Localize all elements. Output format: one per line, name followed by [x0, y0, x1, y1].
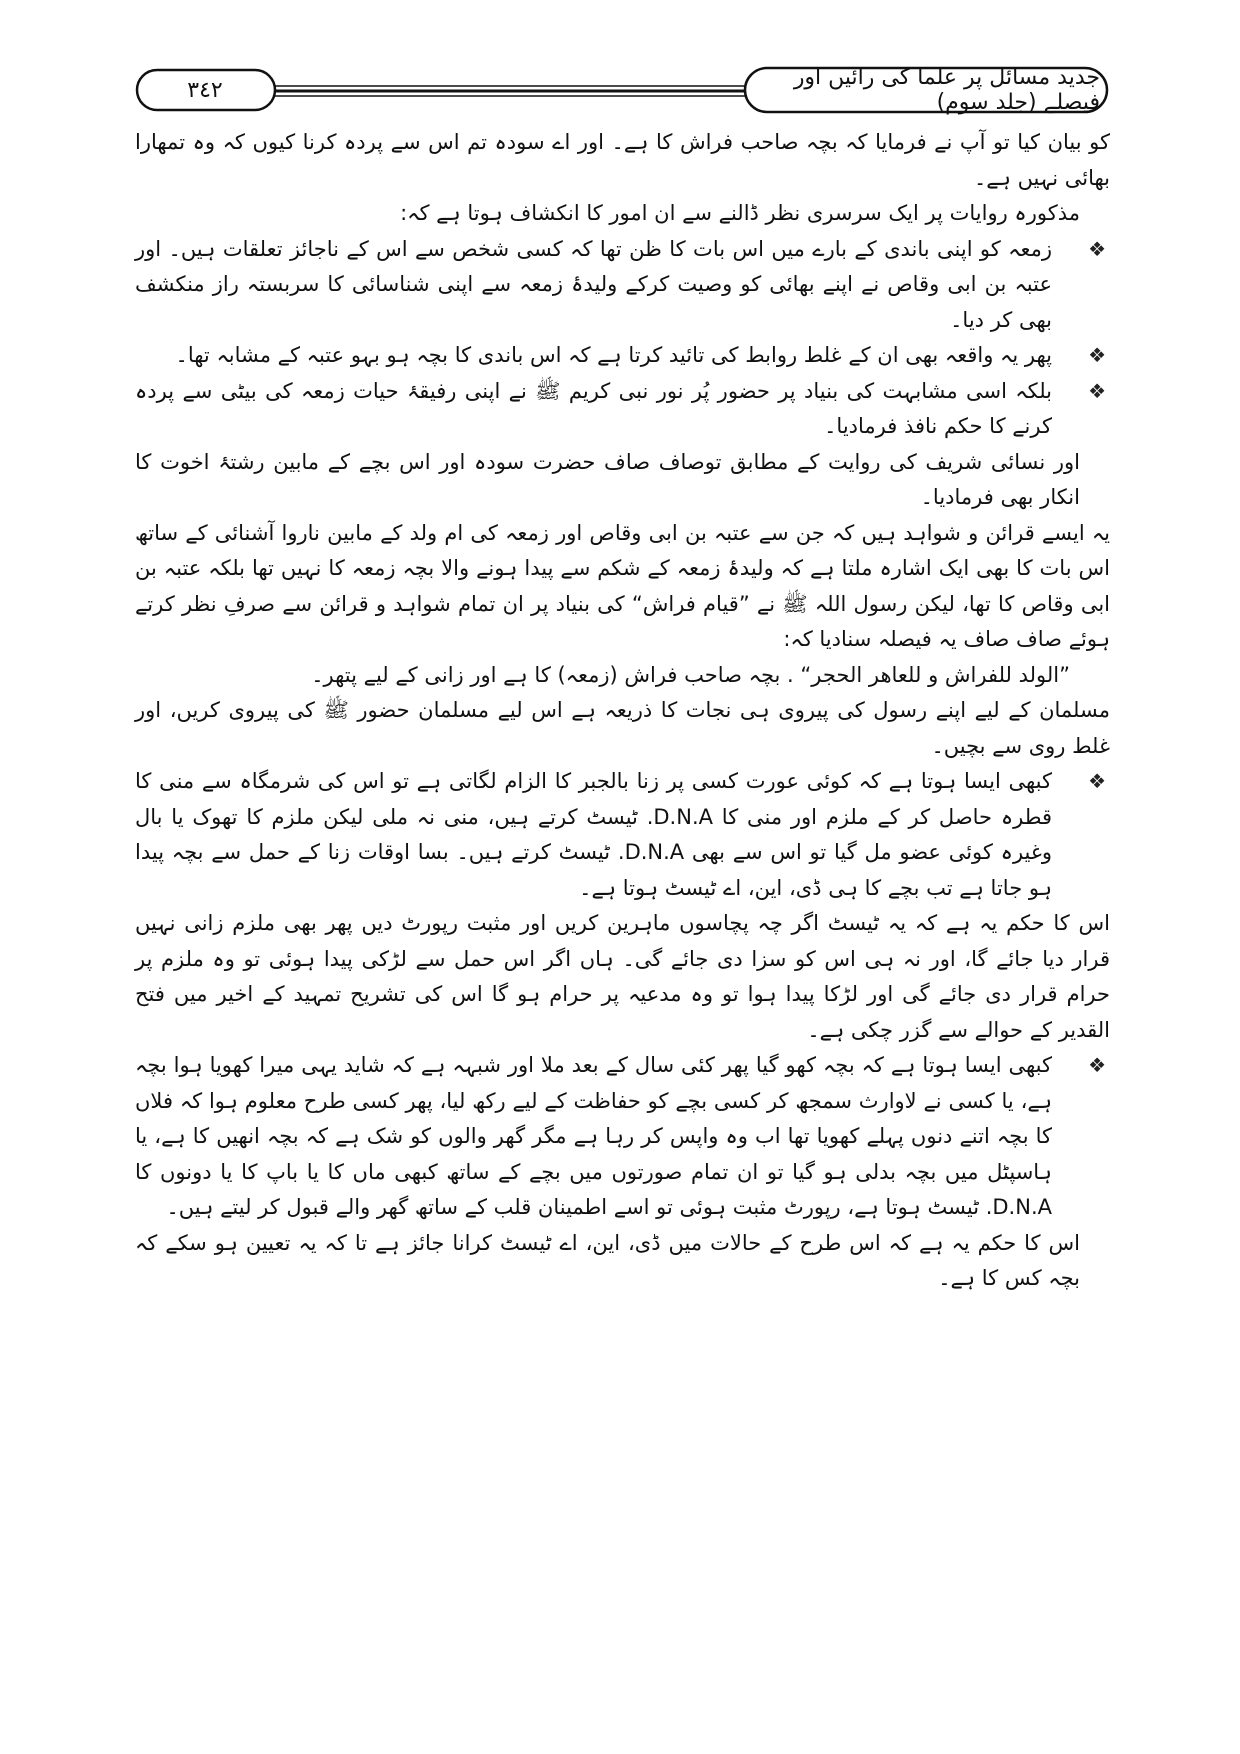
hadith-quote: ”الولد للفراش و للعاھر الحجر“ . بچہ صاحب فراش (زمعہ) کا ہے اور زانی کے لیے پتھر۔: [311, 662, 1070, 687]
bullet-text: کبھی ایسا ہوتا ہے کہ کوئی عورت کسی پر زنا بالجبر کا الزام لگاتی ہے تو اس کی شرمگاہ سے منی کا قطرہ حاصل کر کے ملزم اور منی کا D.N.A. ٹیسٹ کرتے ہیں، منی نہ ملی لیکن ملزم کا تھوک یا بال وغیرہ کوئی عضو مل گیا تو اس سے بھی D.N.A. ٹیسٹ کرتے ہیں۔ بسا اوقات زنا کے حمل سے بچہ پیدا ہو جاتا ہے تب بچے کا ہی ڈی، این، اے ٹیسٹ ہوتا ہے۔: [135, 769, 1052, 900]
bullet-item: [135, 232, 1110, 339]
bullet-item: [135, 338, 1110, 374]
paragraph: کو بیان کیا تو آپ نے فرمایا کہ بچہ صاحب فراش کا ہے۔ اور اے سودہ تم اس سے پردہ کرنا کیوں کہ وہ تمھارا بھائی نہیں ہے۔: [135, 130, 1110, 190]
bullet-text: پھر یہ واقعہ بھی ان کے غلط روابط کی تائید کرتا ہے کہ اس باندی کا بچہ ہو بہو عتبہ کے مشابہ تھا۔: [175, 343, 1052, 367]
bullet-item: [135, 1048, 1110, 1226]
bullet-text: کبھی ایسا ہوتا ہے کہ بچہ کھو گیا پھر کئی سال کے بعد ملا اور شبہہ ہے کہ شاید یہی میرا کھویا ہوا بچہ ہے، یا کسی نے لاوارث سمجھ کر کسی بچے کو حفاظت کے لیے رکھ لیا، پھر کسی طرح معلوم ہوا کہ فلاں کا بچہ اتنے دنوں پہلے کھویا تھا اب وہ واپس کر رہا ہے مگر گھر والوں کو شک ہے کہ بچہ انھیں کا ہے، یا ہاسپٹل میں بچہ بدلی ہو گیا تو ان تمام صورتوں میں بچے کے ساتھ کبھی ماں کا یا باپ کا یا دونوں کا D.N.A. ٹیسٹ ہوتا ہے، رپورٹ مثبت ہوئی تو اسے اطمینان قلب کے ساتھ گھر والے قبول کر لیتے ہیں۔: [135, 1053, 1052, 1219]
bullet-text: بلکہ اسی مشابہت کی بنیاد پر حضور پُر نور نبی کریم ﷺ نے اپنی رفیقۂ حیات زمعہ کی بیٹی سے پردہ کرنے کا حکم نافذ فرمادیا۔: [135, 378, 1052, 438]
bullet-item: [135, 764, 1110, 906]
bullet-ornament-icon: ❖: [1088, 236, 1106, 261]
paragraph: مذکورہ روایات پر ایک سرسری نظر ڈالنے سے ان امور کا انکشاف ہوتا ہے کہ:: [400, 201, 1080, 225]
book-title: جدید مسائل پر علما کی رائیں اور فیصلے (جلد سوم): [793, 65, 1100, 115]
bullet-ornament-icon: ❖: [1088, 343, 1106, 367]
bullet-item: [135, 374, 1110, 445]
paragraph: اور نسائی شریف کی روایت کے مطابق توصاف صاف حضرت سودہ اور اس بچے کے مابین رشتۂ اخوت کا انکار بھی فرمادیا۔: [135, 449, 1080, 509]
page-number: ٣٤٢: [187, 77, 223, 103]
bullet-text: زمعہ کو اپنی باندی کے بارے میں اس بات کا ظن تھا کہ کسی شخص سے اس کے ناجائز تعلقات ہیں۔ اور عتبہ بن ابی وقاص نے اپنے بھائی کو وصیت کرکے ولیدۂ زمعہ سے اپنی شناسائی کا سربستہ راز منکشف بھی کر دیا۔: [135, 236, 1052, 332]
page-header: [135, 64, 1110, 116]
bullet-ornament-icon: ❖: [1088, 769, 1106, 793]
page-body: [135, 125, 1110, 1297]
paragraph: اس کا حکم یہ ہے کہ اس طرح کے حالات میں ڈی، این، اے ٹیسٹ کرانا جائز ہے تا کہ یہ تعیین ہو سکے کہ بچہ کس کا ہے۔: [135, 1230, 1080, 1290]
bullet-ornament-icon: ❖: [1088, 1053, 1106, 1077]
paragraph: یہ ایسے قرائن و شواہد ہیں کہ جن سے عتبہ بن ابی وقاص اور زمعہ کی ام ولد کے مابین ناروا آشنائی کے ساتھ اس بات کا بھی ایک اشارہ ملتا ہے کہ ولیدۂ زمعہ کے شکم سے پیدا ہونے والا بچہ زمعہ کا نہیں تھا بلکہ عتبہ بن ابی وقاص کا تھا، لیکن رسول اللہ ﷺ نے ”قیام فراش“ کی بنیاد پر ان تمام شواہد و قرائن سے صرفِ نظر کرتے ہوئے صاف صاف یہ فیصلہ سنادیا کہ:: [135, 520, 1110, 651]
paragraph: مسلمان کے لیے اپنے رسول کی پیروی ہی نجات کا ذریعہ ہے اس لیے مسلمان حضور ﷺ کی پیروی کریں، اور غلط روی سے بچیں۔: [135, 698, 1110, 758]
bullet-ornament-icon: ❖: [1088, 378, 1106, 403]
paragraph: اس کا حکم یہ ہے کہ یہ ٹیسٹ اگر چہ پچاسوں ماہرین کریں اور مثبت رپورٹ دیں پھر بھی ملزم زانی نہیں قرار دیا جائے گا، اور نہ ہی اس کو سزا دی جائے گی۔ ہاں اگر اس حمل سے لڑکی پیدا ہوئی تو وہ ملزم پر حرام قرار دی جائے گی اور لڑکا پیدا ہوا تو وہ مدعیہ پر حرام ہو گا اس کی تشریح تمہید کے اخیر میں فتح القدیر کے حوالے سے گزر چکی ہے۔: [135, 911, 1110, 1042]
